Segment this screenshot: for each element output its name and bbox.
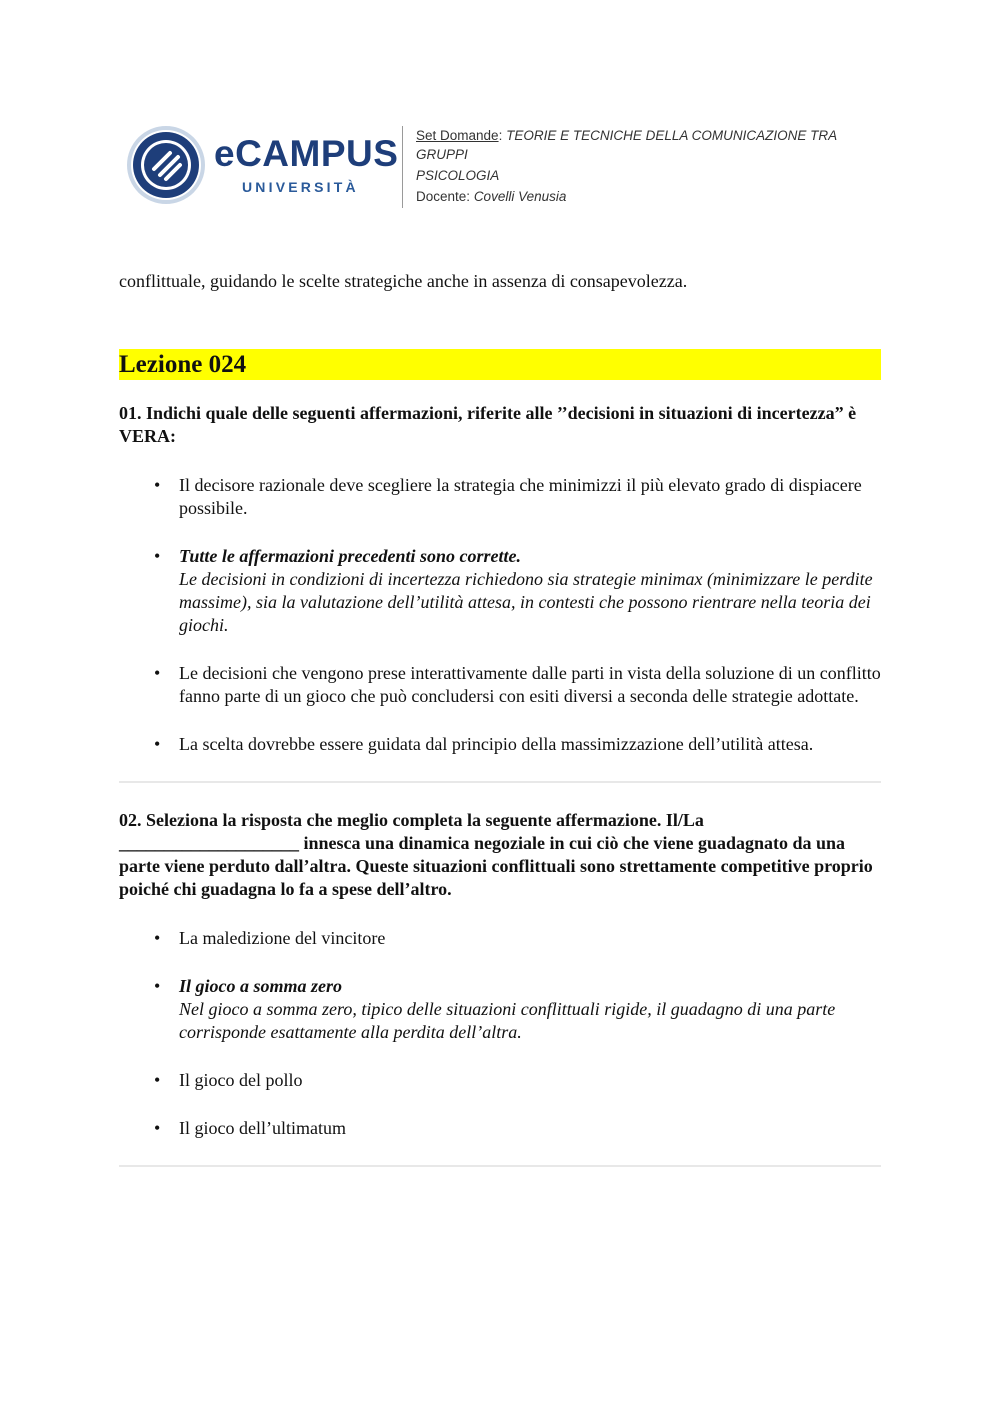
answer-option bbox=[119, 733, 881, 756]
answer-option-correct bbox=[119, 975, 881, 1044]
bullet-icon: • bbox=[154, 734, 161, 754]
docente-value: Covelli Venusia bbox=[473, 189, 567, 204]
bullet-icon: • bbox=[154, 546, 161, 566]
answer-list bbox=[119, 474, 881, 756]
answer-option-correct bbox=[119, 545, 881, 637]
bullet-icon: • bbox=[154, 475, 161, 495]
bullet-icon: • bbox=[154, 976, 161, 996]
question-01 bbox=[119, 402, 881, 756]
answer-text: Il gioco dell’ultimatum bbox=[179, 1118, 346, 1138]
brand-subtitle: UNIVERSITÀ bbox=[242, 179, 359, 195]
docente-label: Docente: bbox=[416, 189, 471, 204]
answer-option bbox=[119, 1069, 881, 1092]
set-domande-label: Set Domande bbox=[416, 128, 499, 143]
answer-explanation: Nel gioco a somma zero, tipico delle situazioni conflittuali rigide, il guadagno di una parte corrisponde esattamente alla perdita dell’altra. bbox=[179, 999, 836, 1042]
answer-option bbox=[119, 474, 881, 520]
answer-list bbox=[119, 927, 881, 1140]
question-02 bbox=[119, 809, 881, 1140]
bullet-icon: • bbox=[154, 1118, 161, 1138]
answer-option bbox=[119, 1117, 881, 1140]
document-header bbox=[126, 122, 886, 214]
set-domande-value: TEORIE E TECNICHE DELLA COMUNICAZIONE TRA GRUPPI bbox=[416, 128, 837, 162]
correct-answer-text: Il gioco a somma zero bbox=[179, 976, 343, 996]
question-separator bbox=[119, 781, 881, 783]
lesson-heading: Lezione 024 bbox=[119, 349, 881, 380]
answer-text: Il gioco del pollo bbox=[179, 1070, 303, 1090]
answer-option bbox=[119, 662, 881, 708]
correct-answer-text: Tutte le affermazioni precedenti sono corrette. bbox=[179, 546, 521, 566]
course-name: PSICOLOGIA bbox=[416, 168, 500, 183]
header-divider bbox=[402, 126, 403, 208]
header-info bbox=[416, 126, 886, 208]
bullet-icon: • bbox=[154, 663, 161, 683]
answer-text: La maledizione del vincitore bbox=[179, 928, 386, 948]
question-separator bbox=[119, 1165, 881, 1167]
question-title: 02. Seleziona la risposta che meglio completa la seguente affermazione. Il/La ____________________ innesca una dinamica negoziale in cui ciò che viene guadagnato da una parte viene perduto dall’altra. Queste situazioni conflittuali sono strettamente competitive proprio poiché chi guadagna lo fa a spese dell’altro. bbox=[119, 810, 873, 899]
ecampus-logo-wordmark bbox=[214, 134, 404, 204]
ecampus-logo-icon bbox=[126, 125, 206, 205]
brand-name: eCAMPUS bbox=[214, 133, 399, 174]
bullet-icon: • bbox=[154, 928, 161, 948]
set-domande-line: Set Domande: TEORIE E TECNICHE DELLA COMUNICAZIONE TRA GRUPPI bbox=[416, 128, 837, 162]
intro-paragraph: conflittuale, guidando le scelte strategiche anche in assenza di consapevolezza. bbox=[119, 271, 688, 291]
page-content bbox=[119, 270, 881, 1193]
bullet-icon: • bbox=[154, 1070, 161, 1090]
question-title: 01. Indichi quale delle seguenti affermazioni, riferite alle ’’decisioni in situazioni di incertezza” è VERA: bbox=[119, 403, 857, 446]
answer-option bbox=[119, 927, 881, 950]
answer-text: La scelta dovrebbe essere guidata dal principio della massimizzazione dell’utilità attesa. bbox=[179, 734, 814, 754]
answer-explanation: Le decisioni in condizioni di incertezza richiedono sia strategie minimax (minimizzare le perdite massime), sia la valutazione dell’utilità attesa, in contesti che possono rientrare nella teoria dei giochi. bbox=[179, 569, 873, 635]
answer-text: Il decisore razionale deve scegliere la strategia che minimizzi il più elevato grado di dispiacere possibile. bbox=[179, 475, 862, 518]
answer-text: Le decisioni che vengono prese interattivamente dalle parti in vista della soluzione di un conflitto fanno parte di un gioco che può concludersi con esiti diversi a seconda delle strategie adottate. bbox=[179, 663, 881, 706]
docente-line bbox=[416, 187, 886, 206]
